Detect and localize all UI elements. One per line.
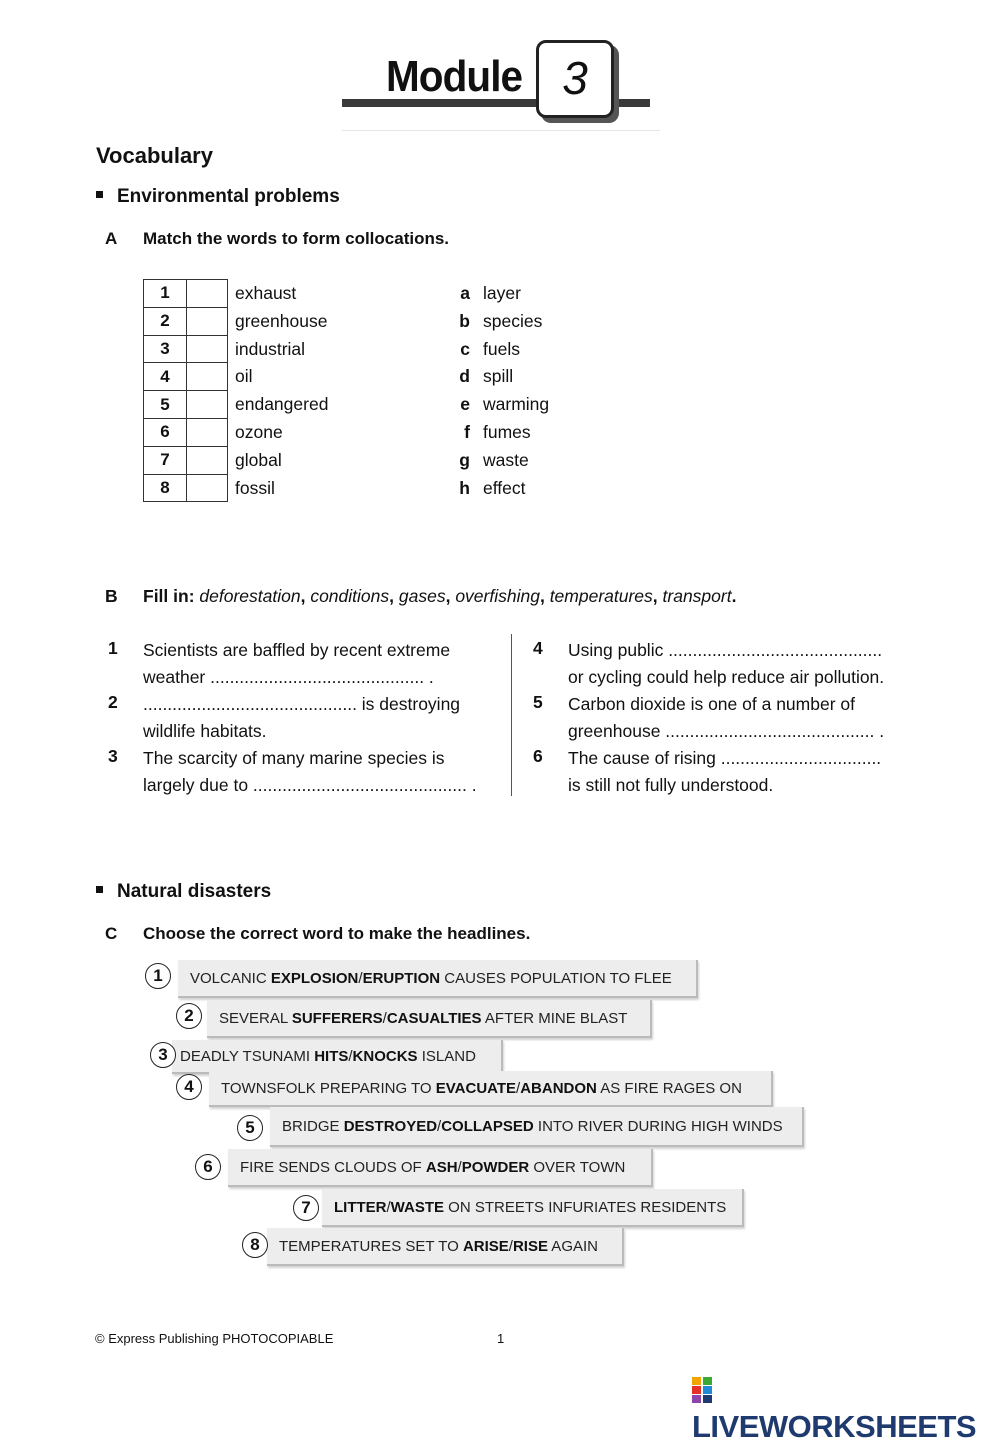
fill-in-line-2: wildlife habitats.	[143, 721, 267, 741]
word-separator: ,	[539, 586, 550, 606]
env-heading-text: Environmental problems	[117, 186, 340, 207]
headline-option-2[interactable]: ERUPTION	[362, 970, 441, 987]
headline-text-post: AGAIN	[547, 1238, 598, 1255]
headline-option-separator: /	[437, 1118, 442, 1135]
match-row	[144, 446, 228, 474]
word-separator: .	[731, 586, 737, 606]
fill-in-number: 4	[533, 638, 543, 658]
exercise-a-letter: A	[105, 229, 118, 248]
match-right-word: waste	[483, 449, 529, 470]
headline-text-pre: FIRE SENDS CLOUDS OF	[240, 1159, 426, 1176]
module-number-badge: 3	[536, 40, 614, 118]
headline-number-circle: 1	[145, 963, 171, 989]
match-right-letter: g	[459, 449, 470, 470]
env-heading	[96, 186, 340, 208]
match-number: 1	[144, 280, 187, 308]
fill-in-line-2: or cycling could help reduce air pollution.	[568, 667, 885, 687]
match-row	[144, 363, 228, 391]
headline-text-post: AFTER MINE BLAST	[481, 1010, 628, 1027]
footer-page-number: 1	[497, 1331, 505, 1346]
exercise-c-letter: C	[105, 924, 118, 943]
headline-option-1[interactable]: DESTROYED	[343, 1118, 438, 1135]
headline-strip	[172, 1040, 503, 1074]
match-number: 3	[144, 335, 187, 363]
headline-number-circle: 5	[237, 1115, 263, 1141]
liveworksheets-mark-icon	[692, 1377, 714, 1403]
match-left-word: global	[235, 449, 282, 470]
bullet-square-icon	[96, 886, 103, 893]
headline-option-separator: /	[457, 1159, 462, 1176]
match-left-word: oil	[235, 366, 253, 387]
word-option: overfishing	[455, 586, 540, 606]
match-number: 5	[144, 391, 187, 419]
match-row	[144, 335, 228, 363]
match-row	[144, 280, 228, 308]
fill-in-line-1: ............................................ is destroying	[143, 694, 461, 714]
match-number: 8	[144, 474, 187, 502]
headline-option-1[interactable]: EVACUATE	[435, 1080, 517, 1097]
match-answer-box[interactable]	[187, 335, 228, 363]
footer-copyright: © Express Publishing PHOTOCOPIABLE	[95, 1331, 334, 1346]
exercise-a-instruction: Match the words to form collocations.	[143, 229, 450, 248]
fill-in-sentence[interactable]	[568, 637, 938, 691]
fill-in-number: 3	[108, 746, 118, 766]
headline-text-post: AS FIRE RAGES ON	[596, 1080, 742, 1097]
match-left-word: industrial	[235, 338, 306, 359]
disasters-heading-text: Natural disasters	[117, 881, 272, 902]
match-answer-box[interactable]	[187, 391, 228, 419]
fill-in-number: 2	[108, 692, 118, 712]
exercise-c-heading	[105, 924, 530, 944]
fill-in-sentence[interactable]	[568, 745, 938, 799]
headline-option-2[interactable]: ABANDON	[520, 1080, 597, 1097]
fill-in-line-1: Scientists are baffled by recent extreme	[143, 640, 451, 660]
match-right-word: warming	[483, 394, 550, 415]
headline-text-post: CAUSES POPULATION TO FLEE	[440, 970, 672, 987]
headline-option-2[interactable]: KNOCKS	[352, 1048, 418, 1065]
headline-option-2[interactable]: COLLAPSED	[441, 1118, 534, 1135]
exercise-b-word-list	[199, 586, 736, 606]
fill-in-line-1: Using public ............................................	[568, 640, 883, 660]
headline-strip	[270, 1107, 804, 1147]
headline-option-1[interactable]: ASH	[425, 1159, 458, 1176]
fill-in-line-2: largely due to ............................................ .	[143, 775, 477, 795]
headline-option-2[interactable]: CASUALTIES	[386, 1010, 482, 1027]
headline-option-1[interactable]: HITS	[314, 1048, 349, 1065]
liveworksheets-logo[interactable]	[692, 1373, 1000, 1445]
word-separator: ,	[652, 586, 663, 606]
headline-text-post: ISLAND	[417, 1048, 476, 1065]
headline-strip	[267, 1228, 624, 1266]
match-left-word: fossil	[235, 477, 275, 498]
match-row	[144, 307, 228, 335]
headline-strip	[209, 1071, 773, 1107]
match-answer-box[interactable]	[187, 474, 228, 502]
headline-text-post: INTO RIVER DURING HIGH WINDS	[533, 1118, 783, 1135]
fill-in-number: 6	[533, 746, 543, 766]
match-right-word: species	[483, 310, 543, 331]
exercise-b-letter: B	[105, 586, 118, 606]
headline-text-post: OVER TOWN	[529, 1159, 626, 1176]
word-option: temperatures	[549, 586, 653, 606]
match-right-letter: c	[460, 338, 470, 359]
headline-option-separator: /	[516, 1080, 521, 1097]
headline-option-2[interactable]: RISE	[512, 1238, 548, 1255]
liveworksheets-logo-text: LIVEWORKSHEETS	[692, 1409, 977, 1444]
exercise-a-heading	[105, 229, 449, 249]
headline-option-2[interactable]: WASTE	[390, 1199, 445, 1216]
match-right-word: fuels	[483, 338, 520, 359]
word-option: conditions	[310, 586, 390, 606]
headline-option-1[interactable]: SUFFERERS	[291, 1010, 383, 1027]
match-right-word: effect	[483, 477, 526, 498]
fill-in-number: 1	[108, 638, 118, 658]
headline-option-1[interactable]: ARISE	[462, 1238, 509, 1255]
fill-in-number: 5	[533, 692, 543, 712]
fill-in-line-2: is still not fully understood.	[568, 775, 774, 795]
match-row	[144, 391, 228, 419]
match-left-word: ozone	[235, 422, 283, 442]
disasters-heading	[96, 881, 271, 903]
headline-number-circle: 8	[242, 1232, 268, 1258]
section-title: Vocabulary	[96, 143, 213, 168]
match-row	[144, 474, 228, 502]
headline-text-post: ON STREETS INFURIATES RESIDENTS	[444, 1199, 727, 1216]
word-option: transport	[662, 586, 732, 606]
fill-in-line-2: greenhouse ........................................... .	[568, 721, 885, 741]
headline-option-1[interactable]: LITTER	[334, 1199, 387, 1216]
exercise-b-heading	[105, 586, 736, 607]
match-right-letter: b	[459, 310, 470, 331]
headline-text-pre: DEADLY TSUNAMI	[180, 1048, 315, 1065]
word-separator: ,	[389, 586, 399, 606]
headline-text-pre: BRIDGE	[282, 1118, 344, 1135]
match-right-letter: h	[459, 477, 470, 498]
match-number: 7	[144, 446, 187, 474]
fill-in-line-1: The scarcity of many marine species is	[143, 748, 445, 768]
fill-in-sentence[interactable]	[568, 691, 938, 745]
match-answer-box[interactable]	[187, 363, 228, 391]
headline-text-pre: TOWNSFOLK PREPARING TO	[221, 1080, 436, 1097]
fill-in-line-1: The cause of rising .................................	[568, 748, 882, 768]
match-left-word: endangered	[235, 394, 329, 415]
headline-text-pre: SEVERAL	[219, 1010, 292, 1027]
match-answer-box[interactable]	[187, 446, 228, 474]
match-row	[144, 418, 228, 446]
fill-in-line-1: Carbon dioxide is one of a number of	[568, 694, 855, 714]
headline-text-pre: TEMPERATURES SET TO	[279, 1238, 463, 1255]
headline-number-circle: 3	[150, 1042, 176, 1068]
word-option: gases	[398, 586, 446, 606]
match-right-letter: e	[460, 394, 470, 415]
match-answer-box[interactable]	[187, 280, 228, 308]
headline-strip	[207, 1000, 652, 1038]
headline-option-separator: /	[348, 1048, 353, 1065]
bullet-square-icon	[96, 191, 103, 198]
headline-option-separator: /	[386, 1199, 391, 1216]
headline-option-separator: /	[508, 1238, 513, 1255]
fill-in-sentence[interactable]	[143, 637, 513, 691]
match-number: 6	[144, 418, 187, 446]
match-number: 2	[144, 307, 187, 335]
headline-option-separator: /	[382, 1010, 387, 1027]
match-answer-box[interactable]	[187, 418, 228, 446]
headline-strip	[178, 960, 698, 998]
module-title: Module	[386, 52, 523, 101]
headline-strip	[228, 1149, 653, 1187]
header-divider	[342, 130, 660, 131]
match-right-letter: a	[460, 283, 470, 303]
match-right-word: spill	[483, 366, 514, 387]
fill-in-line-2: weather ............................................ .	[143, 667, 434, 687]
headline-number-circle: 2	[176, 1003, 202, 1029]
match-right-letter: d	[459, 366, 470, 387]
word-separator: ,	[445, 586, 456, 606]
headline-option-2[interactable]: POWDER	[461, 1159, 530, 1176]
headline-option-1[interactable]: EXPLOSION	[270, 970, 359, 987]
headline-number-circle: 4	[176, 1074, 202, 1100]
exercise-b-label: Fill in:	[143, 586, 195, 606]
match-number: 4	[144, 363, 187, 391]
match-answer-box[interactable]	[187, 307, 228, 335]
header-rule-right	[610, 99, 650, 107]
match-left-word: exhaust	[235, 283, 297, 303]
headline-text-pre: VOLCANIC	[190, 970, 271, 987]
headline-option-separator: /	[358, 970, 363, 987]
fill-in-sentence[interactable]	[143, 691, 513, 745]
fill-in-sentence[interactable]	[143, 745, 513, 799]
headline-number-circle: 7	[293, 1195, 319, 1221]
headline-number-circle: 6	[195, 1154, 221, 1180]
word-option: deforestation	[199, 586, 301, 606]
match-table	[143, 279, 228, 502]
word-separator: ,	[300, 586, 311, 606]
headline-strip	[322, 1189, 744, 1227]
match-right-word: fumes	[483, 422, 531, 442]
exercise-c-instruction: Choose the correct word to make the headlines.	[143, 924, 531, 943]
match-right-word: layer	[483, 283, 521, 303]
match-left-word: greenhouse	[235, 310, 328, 331]
match-right-letter: f	[464, 422, 470, 442]
